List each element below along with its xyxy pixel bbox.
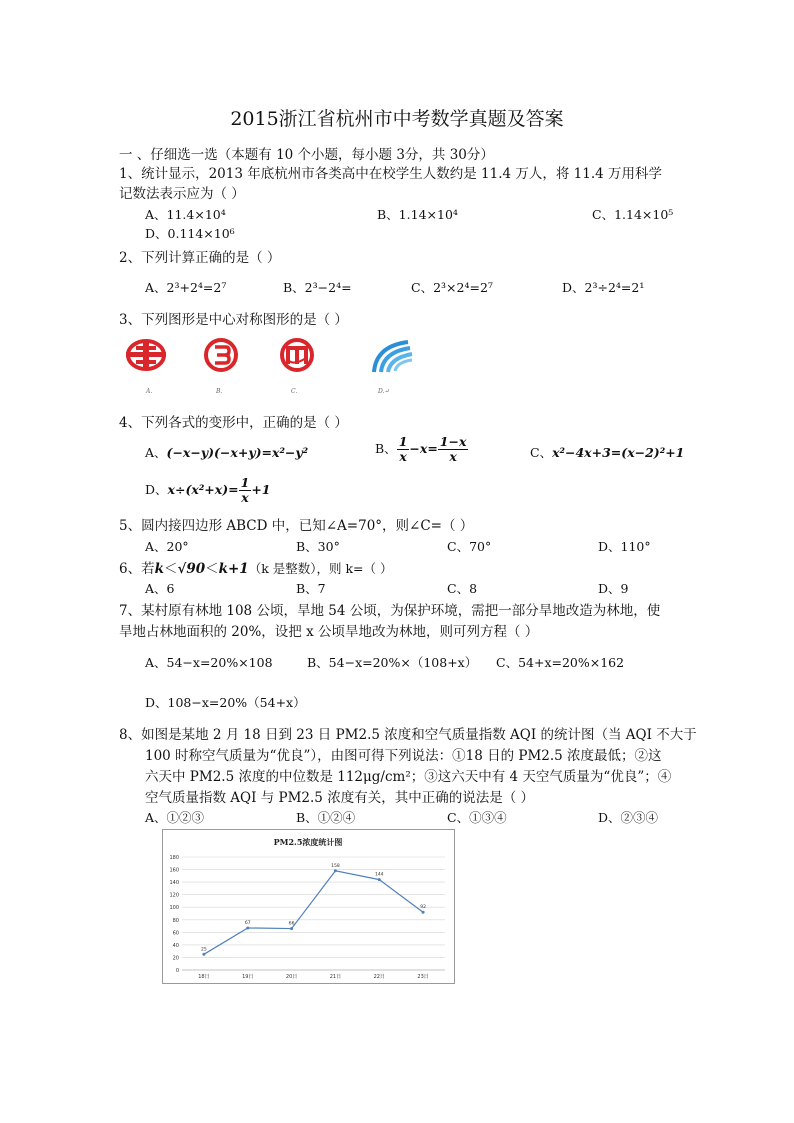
- q6-option-b: B、7: [296, 581, 326, 596]
- section-heading: 一 、仔细选一选（本题有 10 个小题，每小题 3分，共 30分）: [119, 147, 494, 163]
- q1-line1: 1、统计显示，2013 年底杭州市各类高中在校学生人数约是 11.4 万人，将 11.4 万用科学: [119, 166, 663, 182]
- y-tick-label: 120: [169, 892, 179, 899]
- y-tick-label: 20: [172, 955, 179, 962]
- q5-option-d: D、110°: [598, 539, 651, 554]
- logo-c-icon: [278, 336, 316, 374]
- x-tick-label: 18日: [198, 974, 210, 980]
- q8-line4: 空气质量指数 AQI 与 PM2.5 浓度有关，其中正确的说法是（ ）: [145, 790, 534, 806]
- q7-option-b: B、54−x=20%×（108+x）: [307, 655, 478, 670]
- q7-option-a: A、54−x=20%×108: [145, 655, 273, 670]
- data-point: [422, 911, 425, 914]
- q8-option-c: C、①③④: [447, 810, 507, 825]
- q7-line1: 7、某村原有林地 108 公顷，旱地 54 公顷，为保护环境，需把一部分旱地改造为林地，使: [119, 603, 661, 619]
- x-tick-label: 22日: [373, 974, 385, 980]
- q1-option-b: B、1.14×10⁴: [377, 207, 458, 222]
- data-point: [290, 927, 293, 930]
- logo-a-icon: [125, 338, 167, 372]
- q6-text: 6、若k＜√90＜k+1（k 是整数），则 k=（ ）: [119, 561, 393, 577]
- q3-caption-d: D.↵: [378, 388, 390, 395]
- q1-option-a: A、11.4×10⁴: [145, 207, 226, 222]
- q4-option-d: D、x÷(x²+x)= $\frac{1}{x}$ +1: [145, 475, 271, 505]
- q8-line1: 8、如图是某地 2 月 18 日到 23 日 PM2.5 浓度和空气质量指数 AQI 的统计图（当 AQI 不大于: [119, 727, 697, 743]
- y-tick-label: 80: [172, 917, 179, 924]
- q4-text: 4、下列各式的变形中，正确的是（ ）: [119, 415, 348, 431]
- data-label: 25: [201, 947, 207, 953]
- data-label: 67: [244, 920, 251, 926]
- q6-option-d: D、9: [598, 581, 629, 596]
- q5-option-b: B、30°: [296, 539, 340, 554]
- q8-option-a: A、①②③: [145, 810, 205, 825]
- q3-caption-c: C.: [291, 388, 298, 395]
- y-tick-label: 140: [169, 880, 179, 887]
- q1-line2: 记数法表示应为（ ）: [119, 186, 245, 202]
- x-tick-label: 20日: [285, 974, 298, 980]
- q2-option-c: C、2³×2⁴=2⁷: [411, 280, 493, 295]
- q4-option-c: C、x²−4x+3=(x−2)²+1: [530, 445, 685, 460]
- pm25-line-chart: [162, 829, 455, 984]
- data-label: 66: [288, 921, 295, 927]
- q2-option-d: D、2³÷2⁴=2¹: [562, 280, 645, 295]
- x-tick-label: 21日: [329, 974, 342, 980]
- q2-option-b: B、2³−2⁴=: [283, 280, 352, 295]
- q7-option-c: C、54+x=20%×162: [496, 655, 625, 670]
- q7-line2: 旱地占林地面积的 20%，设把 x 公顷旱地改为林地，则可列方程（ ）: [119, 624, 539, 640]
- y-tick-label: 0: [175, 968, 179, 974]
- data-point: [246, 926, 249, 929]
- y-tick-label: 160: [169, 867, 179, 874]
- y-tick-label: 180: [169, 855, 179, 861]
- page-title: 2015浙江省杭州市中考数学真题及答案: [230, 108, 564, 130]
- q6-option-a: A、6: [145, 581, 175, 596]
- y-tick-label: 40: [172, 942, 179, 949]
- q5-text: 5、圆内接四边形 ABCD 中，已知∠A=70°，则∠C=（ ）: [119, 518, 474, 534]
- x-tick-label: 19日: [242, 974, 254, 980]
- q5-option-a: A、20°: [145, 539, 189, 554]
- q2-option-a: A、2³+2⁴=2⁷: [145, 280, 227, 295]
- q8-option-d: D、②③④: [598, 810, 659, 825]
- q1-option-d: D、0.114×10⁶: [145, 226, 235, 241]
- q6-option-c: C、8: [447, 581, 478, 596]
- q5-option-c: C、70°: [447, 539, 492, 554]
- q4-option-b: B、 $\frac{1}{x}$ −x= $\frac{1-x}{x}$: [375, 434, 467, 464]
- chart-title: PM2.5浓度统计图: [273, 837, 343, 847]
- logo-b-icon: [203, 337, 239, 373]
- q8-line3: 六天中 PM2.5 浓度的中位数是 112μg/cm²；③这六天中有 4 天空气质量为“优良”；④: [145, 769, 672, 785]
- q3-text: 3、下列图形是中心对称图形的是（ ）: [119, 312, 348, 328]
- y-tick-label: 100: [169, 905, 179, 912]
- data-point: [334, 869, 337, 872]
- data-label: 158: [331, 863, 340, 869]
- q3-caption-b: B.: [216, 388, 223, 395]
- q8-option-b: B、①②④: [296, 810, 356, 825]
- data-label: 144: [374, 872, 384, 878]
- x-tick-label: 23日: [417, 974, 429, 980]
- q7-option-d: D、108−x=20%（54+x）: [145, 695, 306, 710]
- q8-line2: 100 时称空气质量为“优良”），由图可得下列说法：①18 日的 PM2.5 浓度最低；②这: [145, 748, 662, 764]
- q4-option-a: A、(−x−y)(−x+y)=x²−y²: [145, 445, 309, 460]
- data-point: [378, 878, 381, 881]
- data-point: [202, 953, 205, 956]
- q3-caption-a: A.: [146, 388, 153, 395]
- q1-option-c: C、1.14×10⁵: [592, 207, 674, 222]
- logo-d-icon: [368, 338, 416, 374]
- data-label: 92: [420, 905, 426, 911]
- q2-text: 2、下列计算正确的是（ ）: [119, 250, 281, 266]
- y-tick-label: 60: [172, 930, 179, 937]
